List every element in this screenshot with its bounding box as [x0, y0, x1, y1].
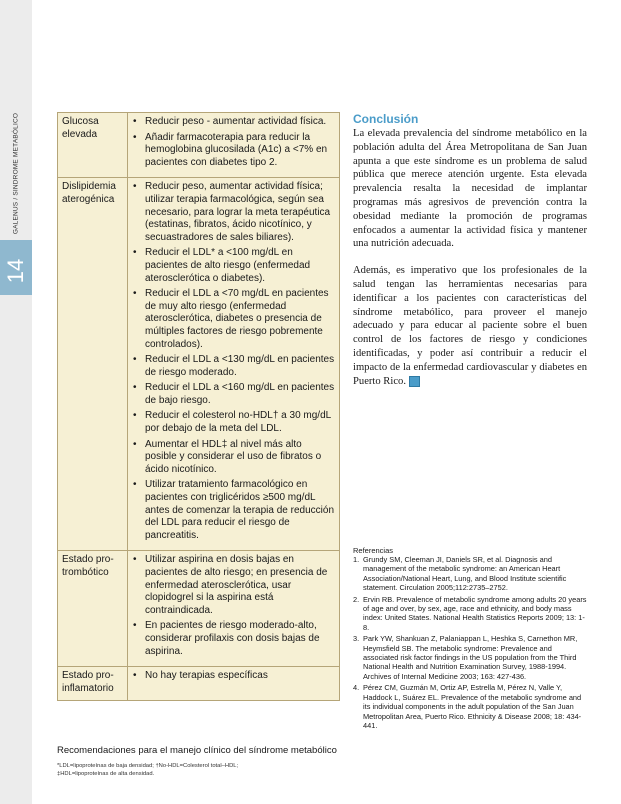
conclusion-paragraph [353, 264, 587, 388]
reference-item [353, 683, 587, 730]
sidebar [0, 0, 32, 804]
recommendation-list [132, 181, 336, 542]
recommendation-list [132, 116, 336, 169]
page-number: 14 [3, 258, 28, 284]
paragraph-text: Además, es imperativo que los profesionales de la salud tengan las herramientas necesarias para identificar a los pacientes con características del síndrome metabólico, para proveer el manejo adecuado y para educar al paciente sobre el buen control de los factores de riesgo y condiciones identificadas, y poder así contribuir a reducir el impacto de la enfermedad cardiovascular y diabetes en Puerto Rico. [353, 265, 587, 387]
reference-text: Pérez CM, Guzmán M, Ortiz AP, Estrella M, Pérez N, Valle Y, Haddock L, Suárez EL. Prevalence of the metabolic syndrome and its individual components in the adult population of the San Juan Metropolitan Area, Puerto Rico. Ethnicity & Disease 2008; 18: 434-441. [363, 683, 582, 730]
recommendation-item: • Utilizar tratamiento farmacológico en pacientes con triglicéridos ≥500 mg/dL antes de comenzar la terapia de reducción del LDL para reducir el riesgo de pancreatitis. [145, 479, 336, 542]
recommendation-item: • Reducir el LDL* a <100 mg/dL en pacientes de alto riesgo (enfermedad aterosclerótica o diabetes). [145, 247, 336, 285]
reference-text: Ervin RB. Prevalence of metabolic syndrome among adults 20 years of age and over, by sex, age, race and ethnicity, and body mass index: United States. National Health Statistics Reports 2009; 13: 1-8. [363, 594, 587, 632]
end-of-article-icon [409, 376, 420, 387]
reference-text: Grundy SM, Cleeman JI, Daniels SR, et al. Diagnosis and management of the metabolic syndrome: an American Heart Association/National Heart, Lung, and Blood Institute scientific statement. Circulation 2005;112:2735–2752. [363, 555, 567, 593]
recommendation-item: • Reducir peso, aumentar actividad física; utilizar terapia farmacológica, según sea necesario, para lograr la meta terapéutica (estatinas, fibratos, ácido nicotínico, y secuastradores de sales biliares). [145, 181, 336, 244]
conclusion-title: Conclusión [353, 112, 419, 126]
reference-item [353, 555, 587, 593]
reference-item [353, 595, 587, 633]
recommendation-item: • En pacientes de riesgo moderado-alto, considerar profilaxis con dosis bajas de aspirina. [145, 620, 336, 658]
recommendation-item: • Aumentar el HDL‡ al nivel más alto posible y considerar el uso de fibratos o ácido nicotínico. [145, 439, 336, 477]
recommendation-item: • Reducir el LDL a <160 mg/dL en pacientes de bajo riesgo. [145, 382, 336, 407]
recommendation-item: • Reducir el LDL a <130 mg/dL en pacientes de riesgo moderado. [145, 354, 336, 379]
condition-cell: Dislipidemia aterogénica [58, 178, 128, 551]
reference-text: Park YW, Shankuan Z, Palaniappan L, Heshka S, Carnethon MR, Heymsfield SB. The metabolic syndrome: Prevalence and associated risk factor findings in the US population from the Third National Health and Nutrition Examination Survey, 1988-1994. Archives of Internal Medicine 2003; 163: 427-436. [363, 634, 578, 681]
table-row [58, 667, 340, 701]
reference-number: 2. [353, 594, 360, 604]
table-caption: Recomendaciones para el manejo clínico del síndrome metabólico [57, 745, 337, 756]
recommendation-list [132, 670, 336, 683]
condition-cell: Glucosa elevada [58, 113, 128, 178]
recommendation-cell [128, 551, 340, 667]
reference-number: 3. [353, 634, 360, 644]
recommendation-item: • Reducir el colesterol no-HDL† a 30 mg/dL por debajo de la meta del LDL. [145, 410, 336, 435]
recommendation-cell [128, 113, 340, 178]
table-row [58, 178, 340, 551]
table-row [58, 113, 340, 178]
recommendation-cell [128, 667, 340, 701]
table-note: *LDL=lipoproteínas de baja densidad; †No-HDL=Colesterol total–HDL; [57, 763, 239, 769]
running-head: GALENUS / SINDROME METABÓLICO [12, 112, 20, 235]
table-row [58, 551, 340, 667]
paragraph-text: La elevada prevalencia del síndrome metabólico en la población adulta del Área Metropolitana de San Juan apunta a que este síndrome es un problema de salud pública que merece atención urgente. Esta elevada prevalencia resalta la necesidad de implantar programas más agresivos de prevención contra la obesidad mediante la promoción de programas enfocados a aumentar la actividad física y mantener una nutrición adecuada. [353, 128, 587, 250]
conclusion-text [353, 127, 587, 401]
condition-cell: Estado pro-trombótico [58, 551, 128, 667]
references-title: Referencias [353, 546, 394, 555]
recommendations-table [57, 112, 340, 701]
recommendation-item: • Reducir el LDL a <70 mg/dL en pacientes de muy alto riesgo (enfermedad aterosclerótica, diabetes o presencia de múltiples factores de riesgo pobremente controlados). [145, 288, 336, 351]
table-notes [57, 762, 238, 778]
conclusion-paragraph [353, 127, 587, 251]
recommendation-list [132, 554, 336, 658]
references-list [353, 555, 587, 732]
recommendation-item: • Utilizar aspirina en dosis bajas en pacientes de alto riesgo; en presencia de enfermedad aterosclerótica, usar clopidogrel si la aspirina está contraindicada. [145, 554, 336, 617]
condition-cell: Estado pro-inflamatorio [58, 667, 128, 701]
reference-number: 1. [353, 555, 360, 564]
recommendation-item: • Reducir peso - aumentar actividad física. [145, 116, 336, 129]
reference-item [353, 634, 587, 681]
recommendation-item: • Añadir farmacoterapia para reducir la hemoglobina glucosilada (A1c) a <7% en pacientes con diabetes tipo 2. [145, 132, 336, 170]
reference-number: 4. [353, 683, 360, 693]
table-note: ‡HDL=lipoproteínas de alta densidad. [57, 771, 155, 777]
recommendation-cell [128, 178, 340, 551]
recommendation-item: • No hay terapias específicas [145, 670, 336, 683]
